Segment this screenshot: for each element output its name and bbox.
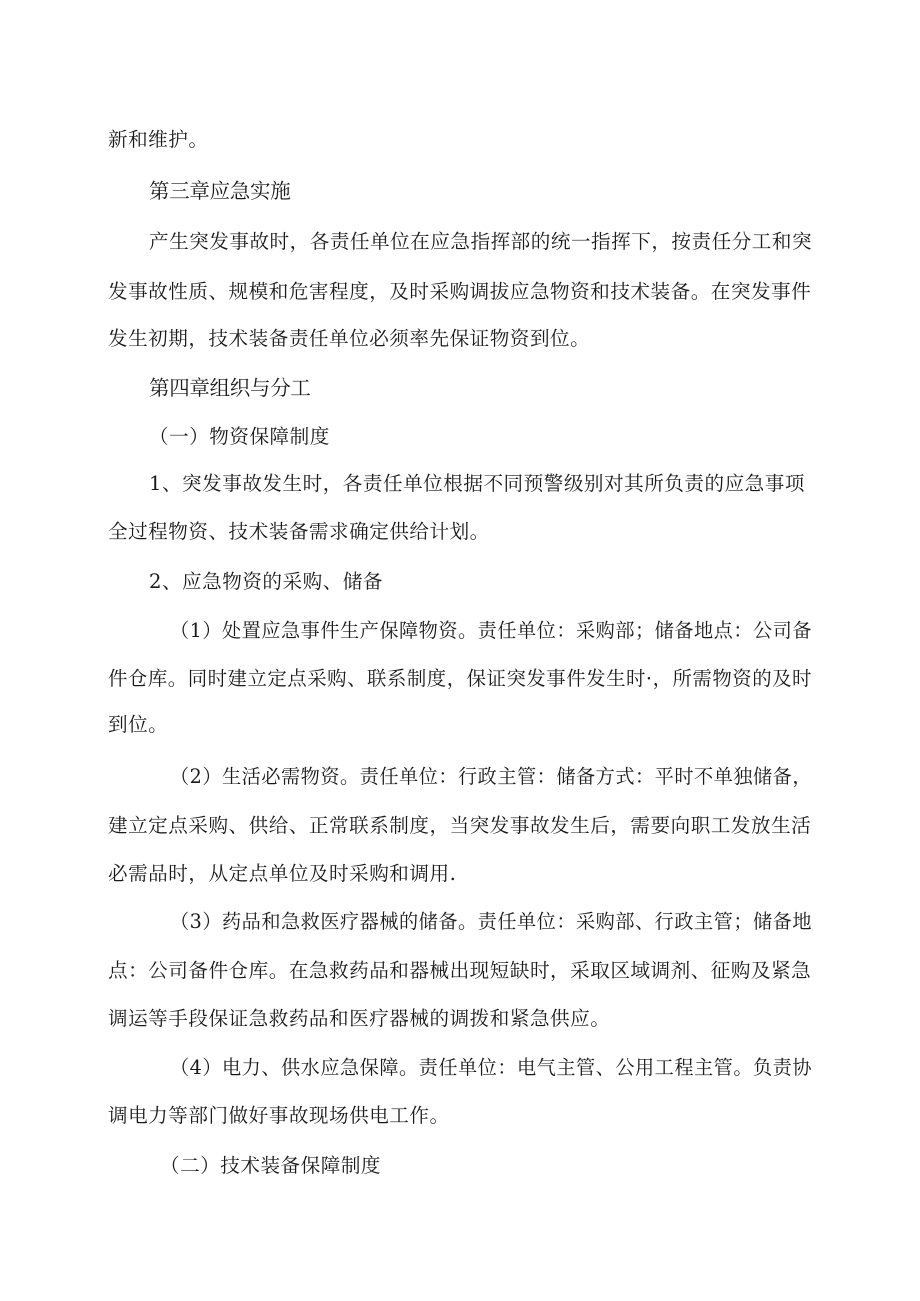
section-heading: （一）物资保障制度: [149, 425, 330, 448]
paragraph-line: （3）药品和急救医疗器械的储备。责任单位：采购部、行政主管；储备地: [170, 910, 812, 933]
paragraph-line: 件仓库。同时建立定点采购、联系制度，保证突发事件发生时·，所需物资的及时: [108, 667, 812, 690]
paragraph-line: （4）电力、供水应急保障。责任单位：电气主管、公用工程主管。负责协: [170, 1056, 812, 1079]
paragraph-line: 点：公司备件仓库。在急救药品和器械出现短缺时，采取区域调剂、征购及紧急: [108, 959, 812, 982]
paragraph-line: 发事故性质、规模和危害程度，及时采购调拔应急物资和技术装备。在突发事件: [108, 280, 812, 303]
paragraph-line: 全过程物资、技术装备需求确定供给计划。: [108, 520, 490, 543]
paragraph-line: 调运等手段保证急救药品和医疗器械的调拨和紧急供应。: [108, 1007, 611, 1030]
paragraph-line: （1）处置应急事件生产保障物资。责任单位：采购部；储备地点：公司备: [170, 619, 812, 642]
paragraph-line: （2）生活必需物资。责任单位：行政主管：储备方式：平时不单独储备，: [170, 765, 812, 788]
paragraph-line: 到位。: [108, 713, 169, 736]
chapter-heading: 第三章应急实施: [149, 179, 291, 203]
paragraph-line: 建立定点采购、供给、正常联系制度，当突发事故发生后，需要向职工发放生活: [108, 814, 812, 837]
paragraph-line: 必需品时，从定点单位及时采购和调用.: [108, 862, 457, 885]
list-item-heading: 2、应急物资的采购、储备: [149, 570, 383, 593]
chapter-heading: 第四章组织与分工: [149, 376, 311, 400]
paragraph-line: 发生初期，技术装备责任单位必须率先保证物资到位。: [108, 327, 591, 350]
paragraph-line: 新和维护。: [108, 128, 209, 151]
paragraph-line: 调电力等部门做好事故现场供电工作。: [108, 1104, 450, 1127]
paragraph-line: 产生突发事故时，各责任单位在应急指挥部的统一指挥下，按责任分工和突: [149, 230, 813, 253]
section-heading: （二）技术装备保障制度: [160, 1154, 382, 1177]
paragraph-line: 1、突发事故发生时，各责任单位根据不同预警级别对其所负责的应急事项: [149, 472, 805, 495]
